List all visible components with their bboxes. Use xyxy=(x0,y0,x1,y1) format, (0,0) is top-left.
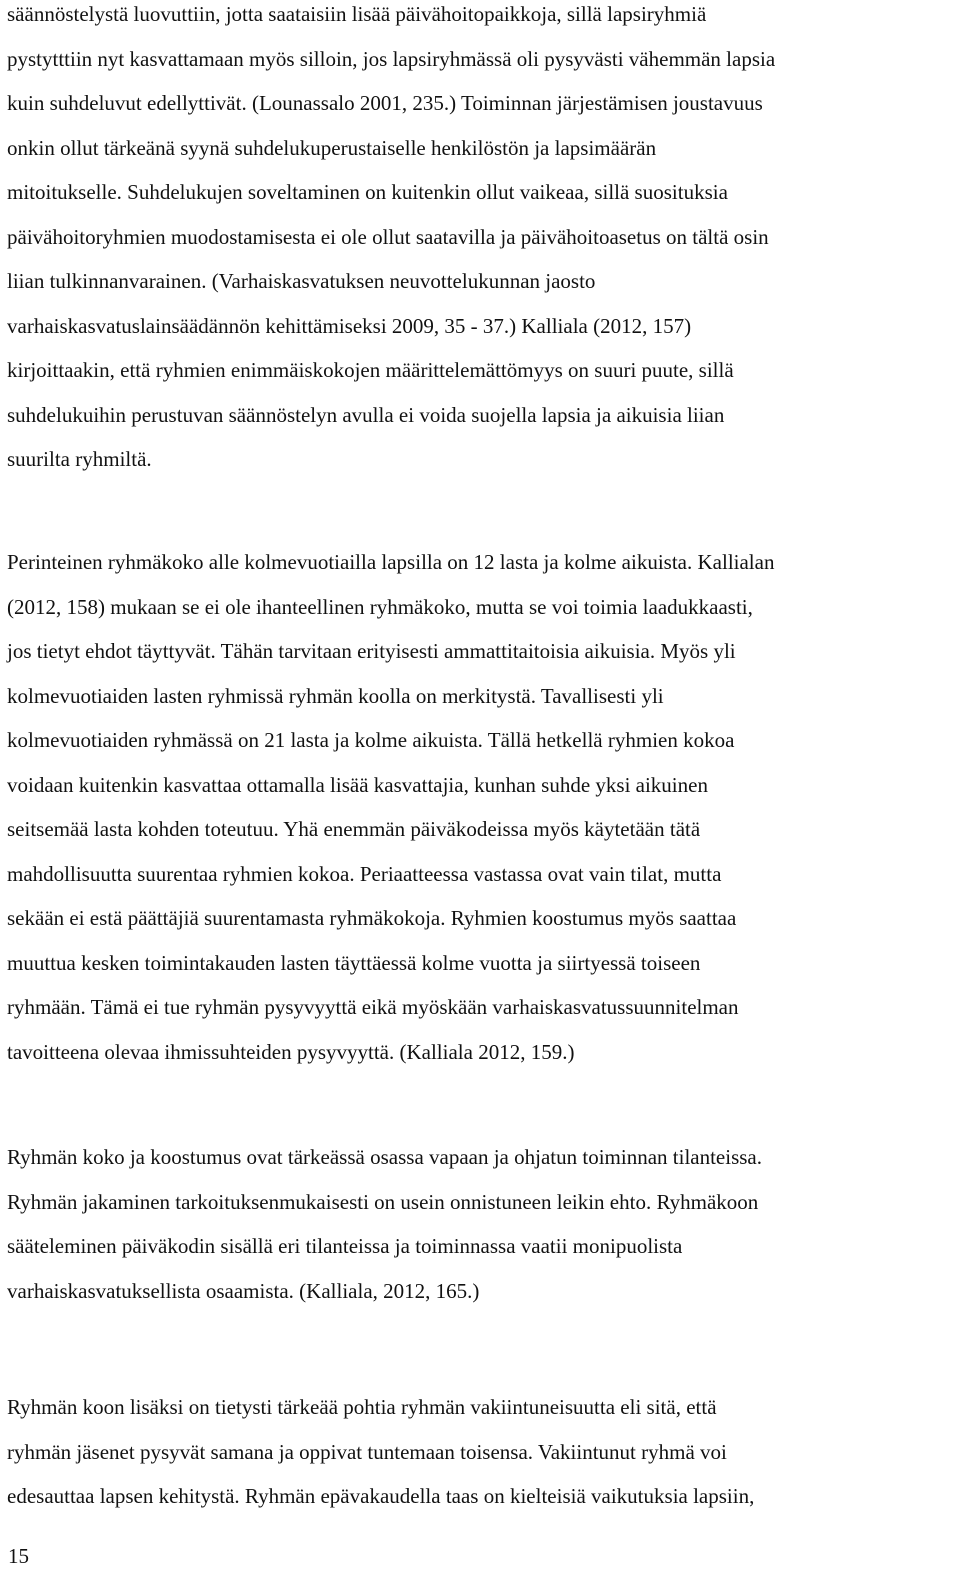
paragraph-1: säännöstelystä luovuttiin, jotta saataisiin lisää päivähoitopaikkoja, sillä lapsiryhmiä pystytttiin nyt kasvattamaan myös silloin, jos lapsiryhmässä oli pysyvästi vähemmän lapsia kuin suhdeluvut edellyttivät. (Lounassalo 2001, 235.) Toiminnan järjestämisen joustavuus onkin ollut tärkeänä syynä suhdelukuperustaiselle henkilöstön ja lapsimäärän mitoitukselle. Suhdelukujen soveltaminen on kuitenkin ollut vaikeaa, sillä suosituksia päivähoitoryhmien muodostamisesta ei ole ollut saatavilla ja päivähoitoasetus on tältä osin liian tulkinnanvarainen. (Varhaiskasvatuksen neuvottelukunnan jaosto varhaiskasvatuslainsäädännön kehittämiseksi 2009, 35 - 37.) Kalliala (2012, 157) kirjoittaakin, että ryhmien enimmäiskokojen määrittelemättömyys on suuri puute, sillä suhdelukuihin perustuvan säännöstelyn avulla ei voida suojella lapsia ja aikuisia liian suurilta ryhmiltä. xyxy=(7,2,776,471)
paragraph-3: Ryhmän koko ja koostumus ovat tärkeässä osassa vapaan ja ohjatun toiminnan tilanteissa. Ryhmän jakaminen tarkoituksenmukaisesti on usein onnistuneen leikin ehto. Ryhmäkoon sääteleminen päiväkodin sisällä eri tilanteissa ja toiminnassa vaatii monipuolista varhaiskasvatuksellista osaamista. (Kalliala, 2012, 165.) xyxy=(7,1145,763,1303)
paragraph-2: Perinteinen ryhmäkoko alle kolmevuotiailla lapsilla on 12 lasta ja kolme aikuista. Kallialan (2012, 158) mukaan se ei ole ihanteellinen ryhmäkoko, mutta se voi toimia laadukkaasti, jos tietyt ehdot täyttyvät. Tähän tarvitaan erityisesti ammattitaitoisia aikuisia. Myös yli kolmevuotiaiden lasten ryhmissä ryhmän koolla on merkitystä. Tavallisesti yli kolmevuotiaiden ryhmässä on 21 lasta ja kolme aikuista. Tällä hetkellä ryhmien kokoa voidaan kuitenkin kasvattaa ottamalla lisää kasvattajia, kunhan suhde yksi aikuinen seitsemää lasta kohden toteutuu. Yhä enemmän päiväkodeissa myös käytetään tätä mahdollisuutta suurentaa ryhmien kokoa. Periaatteessa vastassa ovat vain tilat, mutta sekään ei estä päättäjiä suurentamasta ryhmäkokoja. Ryhmien koostumus myös saattaa muuttua kesken toimintakauden lasten täyttäessä kolme vuotta ja siirtyessä toiseen ryhmään. Tämä ei tue ryhmän pysyvyyttä eikä myöskään varhaiskasvatussuunnitelman tavoitteena olevaa ihmissuhteiden pysyvyyttä. (Kalliala 2012, 159.) xyxy=(7,550,775,1064)
paragraph-4: Ryhmän koon lisäksi on tietysti tärkeää pohtia ryhmän vakiintuneisuutta eli sitä, että ryhmän jäsenet pysyvät samana ja oppivat tuntemaan toisensa. Vakiintunut ryhmä voi edesauttaa lapsen kehitystä. Ryhmän epävakaudella taas on kielteisiä vaikutuksia lapsiin, xyxy=(7,1395,755,1508)
page-number: 15 xyxy=(8,1544,29,1568)
